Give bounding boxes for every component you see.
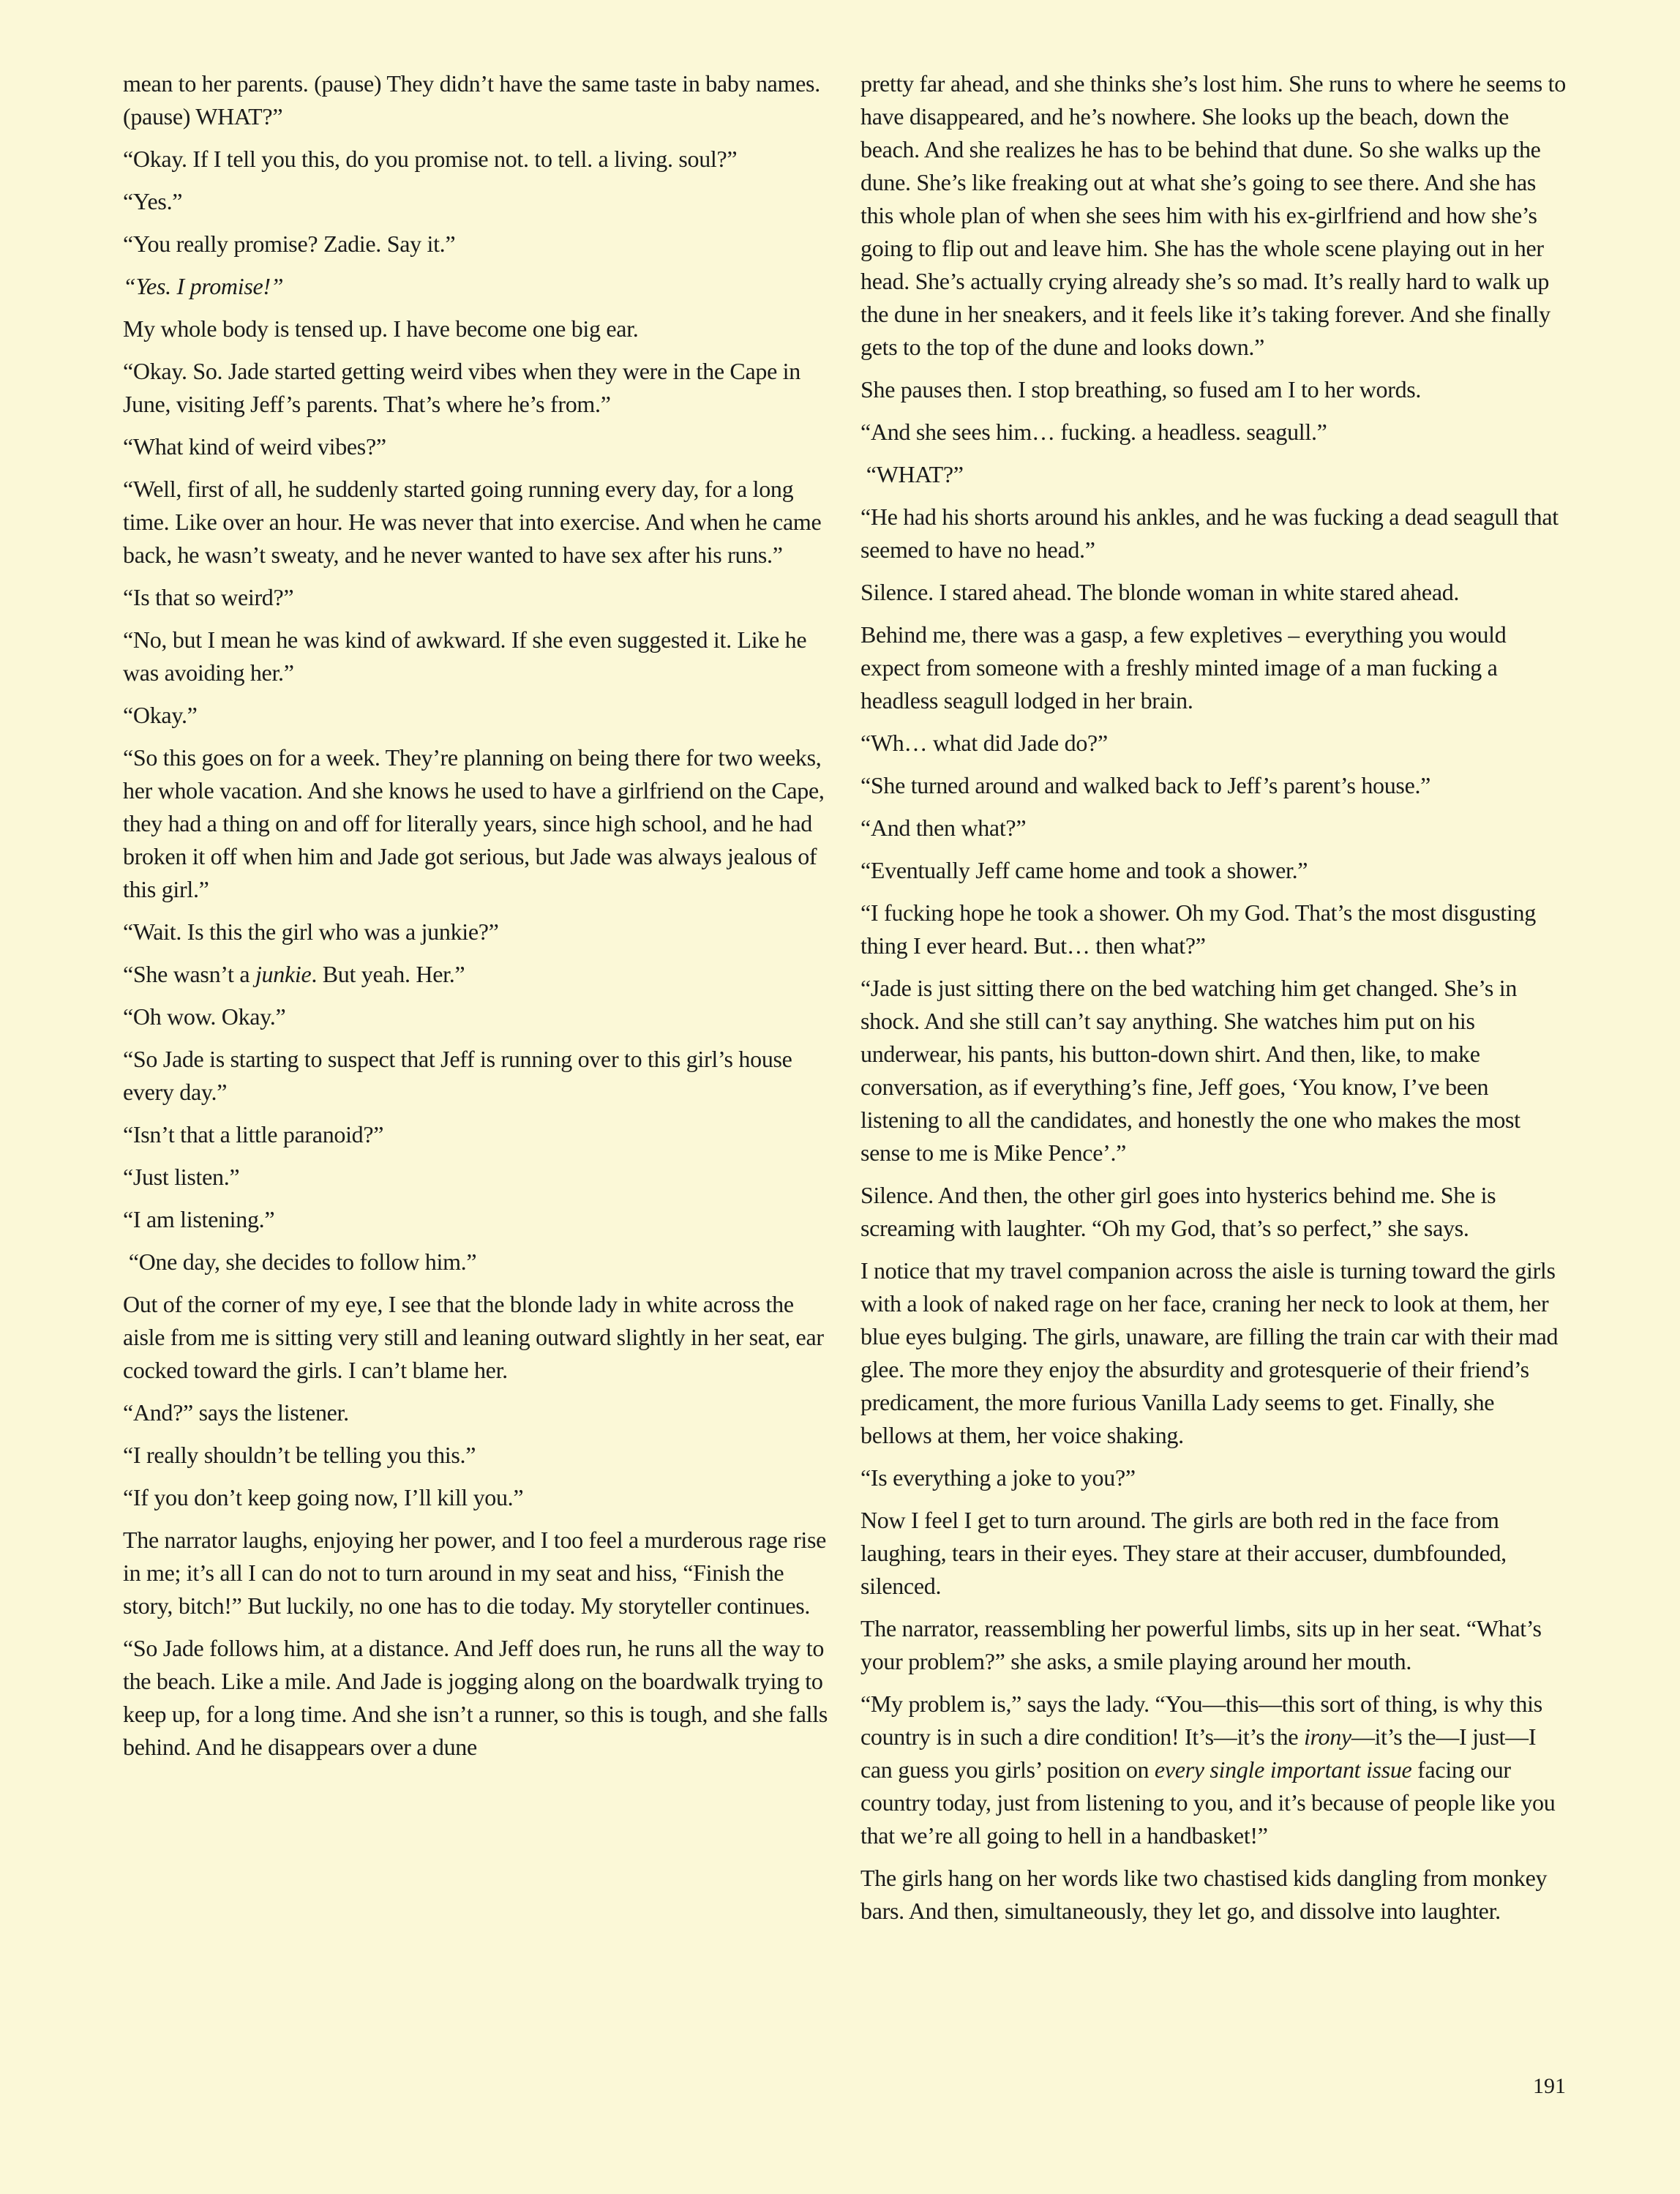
- paragraph: Now I feel I get to turn around. The girls are both red in the face from laughing, tears in their eyes. They stare at their accuser, dumbfounded, silenced.: [860, 1507, 1512, 1599]
- paragraph: [860, 1688, 1567, 1852]
- paragraph: “Isn’t that a little paranoid?”: [123, 1121, 384, 1147]
- paragraph: The narrator laughs, enjoying her power, and I too feel a murderous rage rise in me; it’s all I can do not to turn around in my seat and hiss, “Finish the story, bitch!” But luckily, no one has to die today. My storyteller continues.: [123, 1527, 832, 1619]
- paragraph: “Eventually Jeff came home and took a shower.”: [860, 857, 1308, 883]
- paragraph: “She turned around and walked back to Jeff’s parent’s house.”: [860, 772, 1431, 798]
- paragraph: “And she sees him… fucking. a headless. seagull.”: [860, 419, 1327, 445]
- right-column: [860, 67, 1572, 1937]
- paragraph: mean to her parents. (pause) They didn’t have the same taste in baby names. (pause) WHAT?”: [123, 70, 826, 130]
- paragraph: “Is everything a joke to you?”: [860, 1464, 1136, 1491]
- paragraph: I notice that my travel companion across the aisle is turning toward the girls with a look of naked rage on her face, craning her neck to look at them, her blue eyes bulging. The girls, unaware, are filling the train car with their mad glee. The more they enjoy the absurdity and grotesquerie of their friend’s predicament, the more furious Vanilla Lady seems to get. Finally, she bellows at them, her voice shaking.: [860, 1257, 1564, 1448]
- paragraph: “Wh… what did Jade do?”: [860, 730, 1108, 756]
- text-run: “My problem is,” says the lady. “You—this—this sort of thing, is why this country is in such a dire condition! It’s—it’s the: [860, 1691, 1548, 1750]
- paragraph: [123, 958, 832, 991]
- paragraph: “So this goes on for a week. They’re planning on being there for two weeks, her whole vacation. And she knows he used to have a girlfriend on the Cape, they had a thing on and off for literally years, since high school, and he had broken it off when him and Jade got serious, but Jade was always jealous of this girl.”: [123, 744, 830, 902]
- paragraph: “Oh wow. Okay.”: [123, 1003, 286, 1030]
- text-run: —it’s the—I just—I can guess you girls’ position on: [860, 1723, 1542, 1783]
- italic-text-run: junkie: [255, 961, 312, 987]
- text-run: facing our country today, just from listening to you, and it’s because of people like you that we’re all going to hell in a handbasket!”: [860, 1756, 1561, 1849]
- left-column: [123, 67, 832, 1773]
- paragraph: “Just listen.”: [123, 1164, 240, 1190]
- paragraph: “One day, she decides to follow him.”: [123, 1248, 477, 1275]
- paragraph: The narrator, reassembling her powerful limbs, sits up in her seat. “What’s your problem?” she asks, a smile playing around her mouth.: [860, 1615, 1548, 1674]
- paragraph: Silence. And then, the other girl goes into hysterics behind me. She is screaming with laughter. “Oh my God, that’s so perfect,” she says.: [860, 1182, 1502, 1241]
- paragraph: She pauses then. I stop breathing, so fused am I to her words.: [860, 376, 1422, 403]
- paragraph: “Wait. Is this the girl who was a junkie?”: [123, 918, 499, 945]
- paragraph: “Okay.”: [123, 702, 198, 728]
- paragraph: Out of the corner of my eye, I see that the blonde lady in white across the aisle from me is sitting very still and leaning outward slightly in her seat, ear cocked toward the girls. I can’t blame her.: [123, 1291, 830, 1383]
- paragraph: “Is that so weird?”: [123, 584, 294, 610]
- paragraph: “Okay. So. Jade started getting weird vibes when they were in the Cape in June, visiting Jeff’s parents. That’s where he’s from.”: [123, 358, 806, 417]
- paragraph: “So Jade follows him, at a distance. And Jeff does run, he runs all the way to the beach. Like a mile. And Jade is jogging along on the boardwalk trying to keep up, for a long time. And she isn’t a runner, so this is tough, and she falls behind. And he disappears over a dune: [123, 1635, 833, 1760]
- paragraph: “And then what?”: [860, 815, 1027, 841]
- text-run: “She wasn’t a: [123, 961, 255, 987]
- paragraph: “What kind of weird vibes?”: [123, 433, 386, 460]
- italic-text-run: every single important issue: [1154, 1756, 1412, 1783]
- paragraph: “And?” says the listener.: [123, 1399, 349, 1426]
- paragraph: “No, but I mean he was kind of awkward. If she even suggested it. Like he was avoiding her.”: [123, 626, 812, 686]
- paragraph: pretty far ahead, and she thinks she’s lost him. She runs to where he seems to have disappeared, and he’s nowhere. She looks up the beach, down the beach. And she realizes he has to be behind that dune. So she walks up the dune. She’s like freaking out at what she’s going to see there. And she has this whole plan of when she sees him with his ex-girlfriend and how she’s going to flip out and leave him. She has the whole scene playing out in her head. She’s actually crying already she’s so mad. It’s really hard to walk up the dune in her sneakers, and it feels like it’s taking forever. And she finally gets to the top of the dune and looks down.”: [860, 70, 1572, 360]
- italic-text-run: irony: [1303, 1723, 1351, 1750]
- paragraph: Behind me, there was a gasp, a few expletives – everything you would expect from someone with a freshly minted image of a man fucking a headless seagull lodged in her brain.: [860, 621, 1512, 714]
- paragraph: “You really promise? Zadie. Say it.”: [123, 231, 456, 257]
- paragraph: Silence. I stared ahead. The blonde woman in white stared ahead.: [860, 579, 1460, 605]
- paragraph: “I am listening.”: [123, 1206, 275, 1232]
- paragraph: The girls hang on her words like two chastised kids dangling from monkey bars. And then, simultaneously, they let go, and dissolve into laughter.: [860, 1865, 1553, 1924]
- paragraph: “I fucking hope he took a shower. Oh my God. That’s the most disgusting thing I ever heard. But… then what?”: [860, 899, 1542, 959]
- paragraph: “Yes. I promise!”: [123, 273, 284, 299]
- paragraph: “If you don’t keep going now, I’ll kill you.”: [123, 1484, 524, 1510]
- paragraph: “So Jade is starting to suspect that Jeff is running over to this girl’s house every day.”: [123, 1046, 798, 1105]
- paragraph: “He had his shorts around his ankles, and he was fucking a dead seagull that seemed to have no head.”: [860, 503, 1564, 563]
- paragraph: “I really shouldn’t be telling you this.”: [123, 1442, 476, 1468]
- paragraph: “Jade is just sitting there on the bed watching him get changed. She’s in shock. And she still can’t say anything. She watches him put on his underwear, his pants, his button-down shirt. And then, like, to make conversation, as if everything’s fine, Jeff goes, ‘You know, I’ve been listening to all the candidates, and honestly the one who makes the most sense to me is Mike Pence’.”: [860, 975, 1526, 1166]
- page-number: 191: [1533, 2074, 1566, 2098]
- paragraph: “Yes.”: [123, 188, 183, 214]
- text-run: . But yeah. Her.”: [311, 961, 465, 987]
- paragraph: “Okay. If I tell you this, do you promise not. to tell. a living. soul?”: [123, 146, 738, 172]
- paragraph: “Well, first of all, he suddenly started going running every day, for a long time. Like over an hour. He was never that into exercise. And when he came back, he wasn’t sweaty, and he never wanted to have sex after his runs.”: [123, 476, 828, 568]
- paragraph: My whole body is tensed up. I have become one big ear.: [123, 315, 639, 342]
- paragraph: “WHAT?”: [860, 461, 964, 487]
